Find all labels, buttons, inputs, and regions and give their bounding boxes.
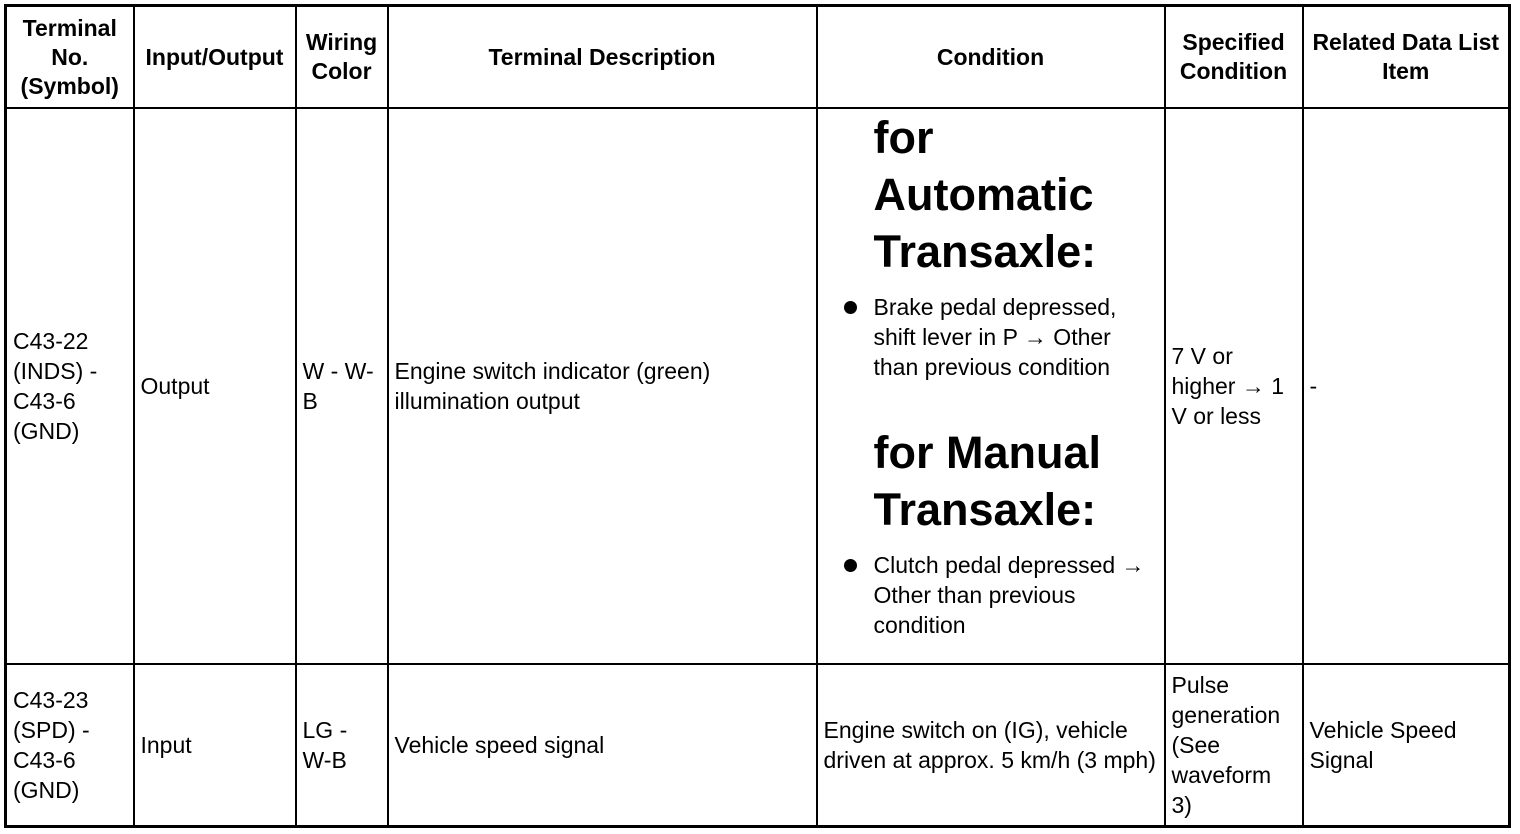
header-condition: Condition <box>817 6 1165 109</box>
related-cell: - <box>1303 108 1510 664</box>
header-related-data: Related Data List Item <box>1303 6 1510 109</box>
description-cell: Engine switch indicator (green) illumination output <box>388 108 817 664</box>
io-cell: Input <box>134 664 296 827</box>
manual-condition-list <box>824 550 1158 640</box>
terminal-cell: C43-22 (INDS) - C43-6 (GND) <box>6 108 134 664</box>
terminal-cell: C43-23 (SPD) - C43-6 (GND) <box>6 664 134 827</box>
terminal-spec-table <box>4 4 1511 828</box>
specified-cell: 7 V or higher → 1 V or less <box>1165 108 1303 664</box>
automatic-transaxle-heading: for Automatic Transaxle: <box>873 112 1097 277</box>
automatic-condition-list <box>824 292 1158 382</box>
io-cell: Output <box>134 108 296 664</box>
header-input-output: Input/Output <box>134 6 296 109</box>
wiring-cell: W - W-B <box>296 108 388 664</box>
related-cell: Vehicle Speed Signal <box>1303 664 1510 827</box>
table-row <box>6 664 1510 827</box>
condition-cell <box>817 108 1165 664</box>
header-terminal: Terminal No. (Symbol) <box>6 6 134 109</box>
header-terminal-description: Terminal Description <box>388 6 817 109</box>
table-row <box>6 108 1510 664</box>
list-item: Clutch pedal depressed → Other than previous condition <box>824 550 1158 640</box>
specified-cell: Pulse generation (See waveform 3) <box>1165 664 1303 827</box>
list-item: Brake pedal depressed, shift lever in P → Other than previous condition <box>824 292 1158 382</box>
condition-cell: Engine switch on (IG), vehicle driven at approx. 5 km/h (3 mph) <box>817 664 1165 827</box>
header-row <box>6 6 1510 109</box>
wiring-cell: LG - W-B <box>296 664 388 827</box>
manual-transaxle-heading: for Manual Transaxle: <box>873 427 1102 535</box>
description-cell: Vehicle speed signal <box>388 664 817 827</box>
header-wiring-color: Wiring Color <box>296 6 388 109</box>
header-specified-condition: Specified Condition <box>1165 6 1303 109</box>
